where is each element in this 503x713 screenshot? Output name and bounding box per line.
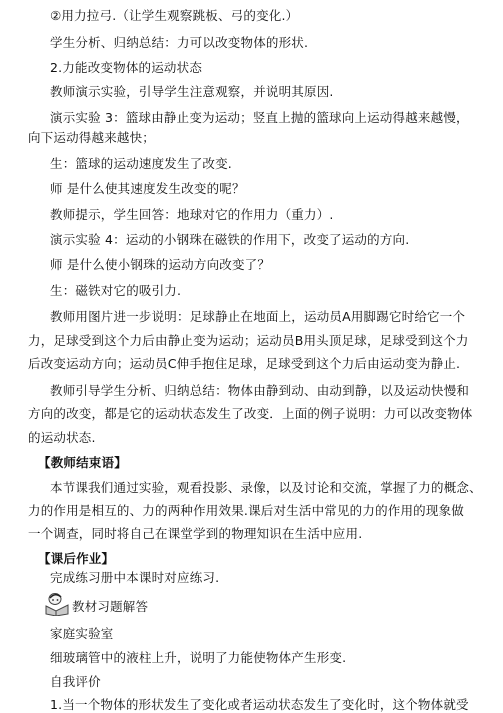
text-line: 1.当一个物体的形状发生了变化或者运动状态发生了变化时，这个物体就受 [50, 697, 469, 712]
text-line: 完成练习册中本课时对应练习. [50, 570, 220, 585]
text-line: 演示实验 3：篮球由静止变为运动；竖直上抛的篮球向上运动得越来越慢， [50, 110, 469, 125]
text-line: 力的作用是相互的、力的两种作用效果.课后对生活中常见的力的作用的现象做 [28, 503, 464, 518]
text-line: 生：磁铁对它的吸引力. [50, 283, 182, 298]
text-line: 的运动状态. [28, 430, 96, 445]
section-heading: 【课后作业】 [38, 551, 115, 566]
text-line: 师 是什么使其速度发生改变的呢？ [50, 181, 245, 196]
text-line: 学生分析、归纳总结：力可以改变物体的形状. [50, 35, 309, 50]
section-heading: 家庭实验室 [50, 626, 114, 641]
text-line: 教师提示，学生回答：地球对它的作用力（重力）. [50, 207, 334, 222]
section-heading: 自我评价 [50, 674, 101, 689]
text-line: 向下运动得越来越快； [28, 130, 156, 145]
text-line: 细玻璃管中的液柱上升，说明了力能使物体产生形变. [50, 650, 347, 665]
text-line: 力，足球受到这个力后由静止变为运动；运动员B用头顶足球，足球受到这个力 [28, 333, 469, 348]
text-line: 本节课我们通过实验，观看投影、录像，以及讨论和交流，掌握了力的概念、 [50, 480, 482, 495]
text-line: 教师用图片进一步说明：足球静止在地面上，运动员A用脚踢它时给它一个 [50, 309, 466, 324]
text-line: 一个调查，同时将自己在课堂学到的物理知识在生活中应用. [28, 526, 363, 541]
text-line: 教师引导学生分析、归纳总结：物体由静到动、由动到静，以及运动快慢和 [50, 383, 470, 398]
text-line: ②用力拉弓.（让学生观察跳板、弓的变化.） [50, 8, 299, 23]
text-line: 师 是什么使小钢珠的运动方向改变了？ [50, 257, 271, 272]
section-heading: 【教师结束语】 [38, 455, 127, 470]
section-heading: 教材习题解答 [72, 599, 149, 614]
text-line: 生：篮球的运动速度发生了改变. [50, 156, 232, 171]
text-line: 教师演示实验，引导学生注意观察，并说明其原因. [50, 84, 334, 99]
text-line: 演示实验 4：运动的小钢珠在磁铁的作用下，改变了运动的方向. [50, 232, 410, 247]
text-line: 后改变运动方向；运动员C伸手抱住足球，足球受到这个力后由运动变为静止. [28, 356, 461, 371]
text-line: 方向的改变，都是它的运动状态发生了改变．上面的例子说明：力可以改变物体 [28, 406, 473, 421]
section-heading: 2.力能改变物体的运动状态 [50, 60, 203, 75]
